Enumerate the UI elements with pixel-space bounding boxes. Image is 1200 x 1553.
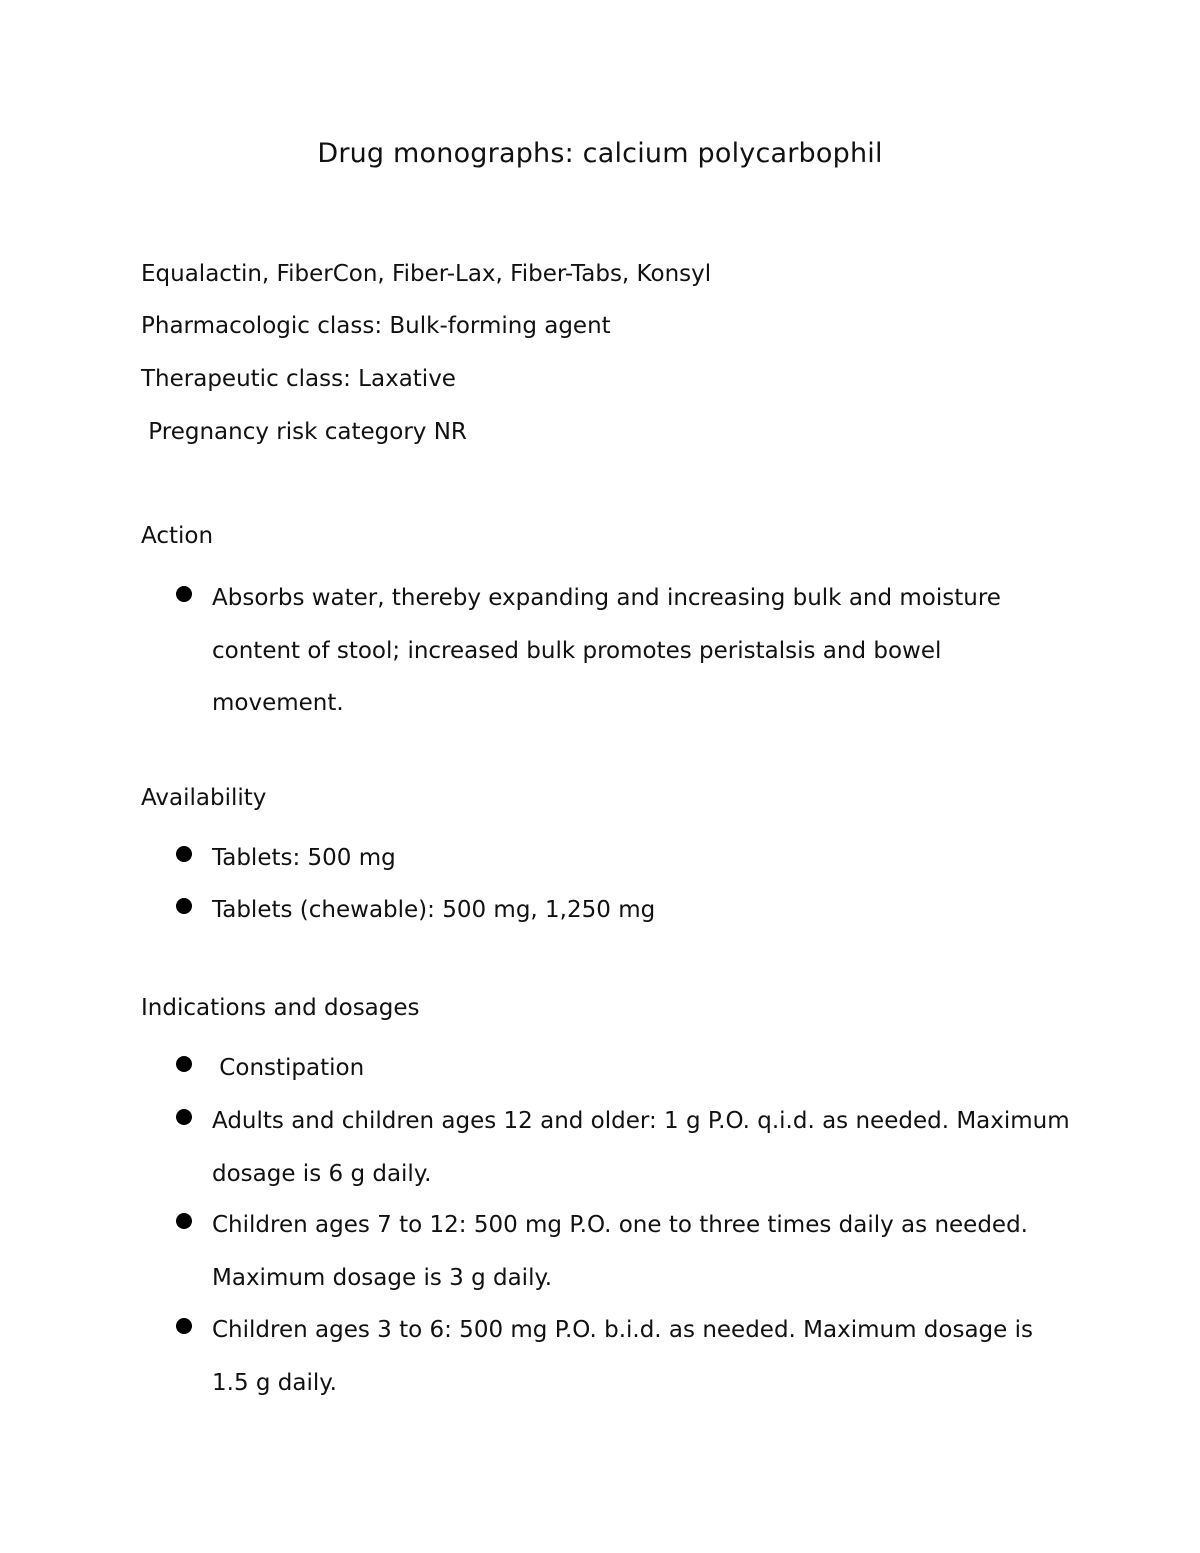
bullet-icon: [176, 846, 192, 862]
pharmacologic-class: Pharmacologic class: Bulk-forming agent: [141, 313, 611, 339]
bullet-icon: [176, 1056, 192, 1072]
section-heading-availability: Availability: [141, 785, 267, 811]
list-item-text: Adults and children ages 12 and older: 1 g P.O. q.i.d. as needed. Maximum dosage is 6 g daily.: [212, 1108, 1070, 1187]
section-heading-action: Action: [141, 523, 214, 549]
list-item-text: Absorbs water, thereby expanding and increasing bulk and moisture content of stool; increased bulk promotes peristalsis and bowel movement.: [212, 585, 1001, 716]
bullet-icon: [176, 1109, 192, 1125]
list-item-text: Children ages 3 to 6: 500 mg P.O. b.i.d. as needed. Maximum dosage is 1.5 g daily.: [212, 1317, 1033, 1396]
bullet-icon: [176, 898, 192, 914]
list-item-text: Tablets: 500 mg: [212, 845, 396, 871]
section-heading-indications: Indications and dosages: [141, 995, 420, 1021]
list-item-text: Constipation: [212, 1055, 365, 1081]
therapeutic-class: Therapeutic class: Laxative: [141, 366, 456, 392]
bullet-icon: [176, 586, 192, 602]
document-title: Drug monographs: calcium polycarbophil: [317, 138, 883, 169]
list-item-text: Tablets (chewable): 500 mg, 1,250 mg: [212, 897, 656, 923]
brand-names: Equalactin, FiberCon, Fiber-Lax, Fiber-Tabs, Konsyl: [141, 261, 712, 287]
list-item-text: Children ages 7 to 12: 500 mg P.O. one to three times daily as needed. Maximum dosage is 3 g daily.: [212, 1212, 1028, 1291]
bullet-icon: [176, 1213, 192, 1229]
bullet-icon: [176, 1318, 192, 1334]
pregnancy-risk-category: Pregnancy risk category NR: [141, 419, 467, 445]
